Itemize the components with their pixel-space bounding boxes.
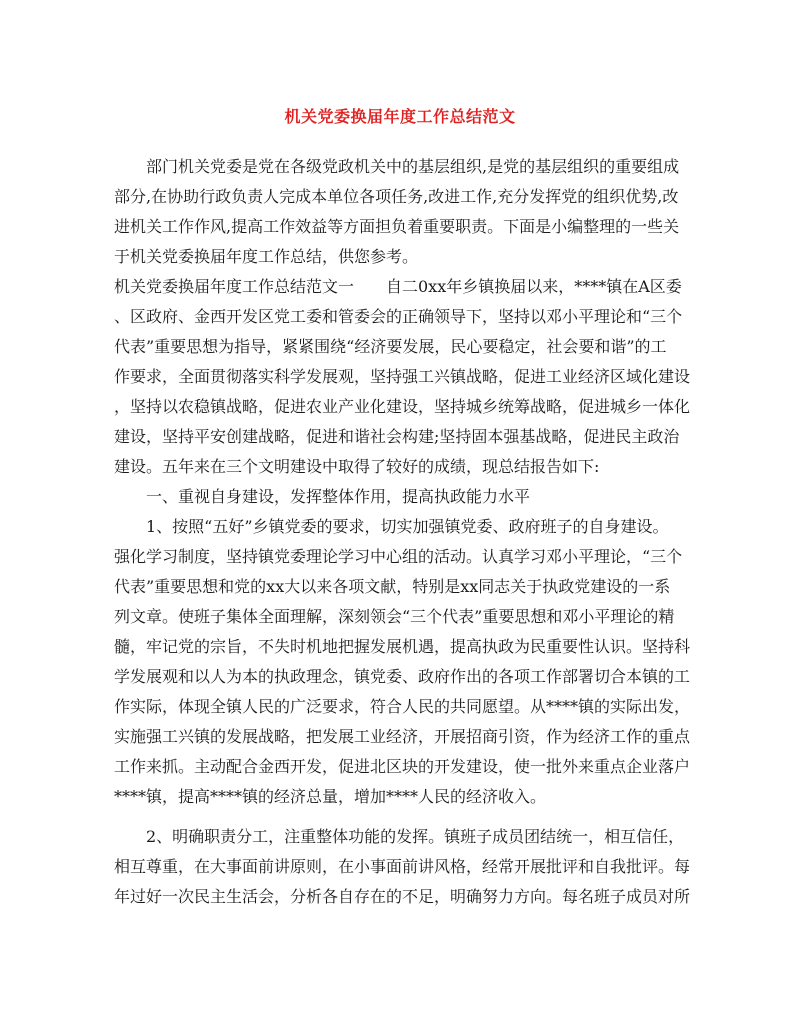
text-line: 1、按照“五好”乡镇党委的要求，切实加强镇党委、政府班子的自身建设。: [146, 517, 669, 536]
text-line: 2、明确职责分工，注重整体功能的发挥。镇班子成员团结统一，相互信任，: [146, 827, 685, 846]
section-heading: 一、重视自身建设，发挥整体作用，提高执政能力水平: [146, 487, 531, 506]
document-title: 机关党委换届年度工作总结范文: [284, 107, 516, 126]
text-line: 部门机关党委是党在各级党政机关中的基层组织,是党的基层组织的重要组成: [146, 157, 680, 176]
text-line: 代表”重要思想为指导，紧紧围绕“经济要发展，民心要稳定，社会要和谐”的工: [114, 337, 667, 356]
paragraph-gap: [114, 812, 692, 822]
text-line: 机关党委换届年度工作总结范文一 自二0xx年乡镇换届以来，****镇在A区委: [114, 277, 682, 296]
text-line: 作要求，全面贯彻落实科学发展观，坚持强工兴镇战略，促进工业经济区域化建设: [114, 367, 691, 386]
text-line: 建设。五年来在三个文明建设中取得了较好的成绩，现总结报告如下:: [114, 457, 600, 476]
text-line: ，坚持以农稳镇战略，促进农业产业化建设，坚持城乡统筹战略，促进城乡一体化: [114, 397, 691, 416]
text-line: 强化学习制度，坚持镇党委理论学习中心组的活动。认真学习邓小平理论，“三个: [114, 547, 683, 566]
text-line: 建设，坚持平安创建战略，促进和谐社会构建;坚持固本强基战略，促进民主政治: [114, 427, 680, 446]
text-line: 部分,在协助行政负责人完成本单位各项任务,改进工作,充分发挥党的组织优势,改: [114, 187, 679, 206]
text-line: 实施强工兴镇的发展战略，把发展工业经济，开展招商引资，作为经济工作的重点: [114, 727, 691, 746]
text-line: 年过好一次民主生活会，分析各自存在的不足，明确努力方向。每名班子成员对所: [114, 887, 691, 906]
text-line: 、区政府、金西开发区党工委和管委会的正确领导下，坚持以邓小平理论和“三个: [114, 307, 683, 326]
text-line: 于机关党委换届年度工作总结，供您参考。: [114, 247, 419, 266]
text-line: 列文章。使班子集体全面理解，深刻领会“三个代表”重要思想和邓小平理论的精: [114, 607, 675, 626]
text-line: 工作来抓。主动配合金西开发，促进北区块的开发建设，使一批外来重点企业落户: [114, 757, 691, 776]
text-line: 学发展观和以人为本的执政理念，镇党委、政府作出的各项工作部署切合本镇的工: [114, 667, 691, 686]
text-line: 代表”重要思想和党的xx大以来各项文献，特别是xx同志关于执政党建设的一系: [114, 577, 671, 596]
text-line: 相互尊重，在大事面前讲原则，在小事面前讲风格，经常开展批评和自我批评。每: [114, 857, 691, 876]
text-line: 进机关工作作风,提高工作效益等方面担负着重要职责。下面是小编整理的一些关: [114, 217, 680, 236]
text-line: ****镇，提高****镇的经济总量，增加****人民的经济收入。: [114, 787, 547, 806]
document-body: [114, 152, 692, 912]
text-line: 髓，牢记党的宗旨，不失时机地把握发展机遇，提高执政为民重要性认识。坚持科: [114, 637, 691, 656]
text-line: 作实际，体现全镇人民的广泛要求，符合人民的共同愿望。从****镇的实际出发，: [114, 697, 691, 716]
